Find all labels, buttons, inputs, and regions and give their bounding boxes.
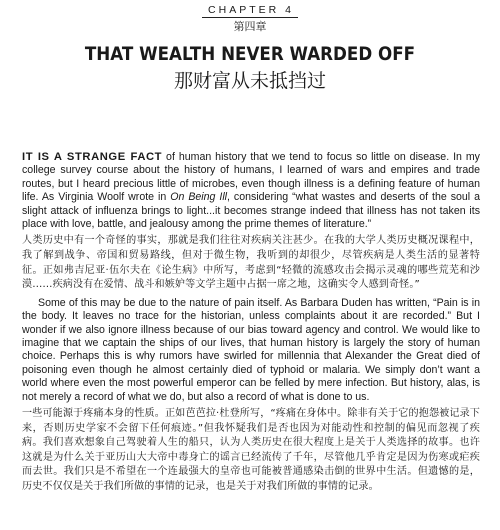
paragraph-1-en xyxy=(22,151,480,231)
paragraph-2-cn: 一些可能源于疼痛本身的性质。正如芭芭拉·杜登所写，“疼痛在身体中。除非有关于它的抱怨被记录下来，否则历史学家不会留下任何痕迹。”但我怀疑我们是否也因为对能动性和控制的偏见而忽视了疾病。我们喜欢想象自己驾驶着人生的船只，认为人类历史在很大程度上是关于人类选择的故事。也许这就是为什么关于亚历山大大帝中毒身亡的谣言已经流传了千年，尽管他几乎肯定是因为伤寒或疟疾而去世。我们只是不希望在一个连最强大的皇帝也可能被普通感染击倒的世界中生活。但遗憾的是，历史不仅仅是关于我们所做的事情的记录，也是关于对我们所做的事情的记录。 xyxy=(22,408,480,493)
paragraph-2-en: Some of this may be due to the nature of pain itself. As Barbara Duden has written, “Pain is in the body. It leaves no trace for the historian, unless complaints about it are recorded.” But I wonder if we also ignore illness because of our bias toward agency and control. We would like to imagine that we captain the ships of our lives, that human history is largely the story of human choice. Perhaps this is why rumors have swirled for millennia that Alexander the Great died of poisoning even though he almost certainly died of typhoid or malaria. We simply don’t want a world where even the most powerful emperor can be felled by mere infection. But history, alas, is not merely a record of what we do, but also a record of what is done to us. xyxy=(22,296,480,403)
chapter-body xyxy=(22,151,480,495)
lead-in: IT IS A STRANGE FACT xyxy=(22,151,163,163)
chapter-label-cn: 第四章 xyxy=(233,20,267,33)
chapter-header xyxy=(0,0,500,94)
chapter-title-cn: 那财富从未抵挡过 xyxy=(173,70,326,92)
chapter-title: THAT WEALTH NEVER WARDED OFF xyxy=(84,43,416,65)
chapter-label: CHAPTER 4 xyxy=(202,4,298,18)
paragraph-1-en-part-a: of human history that we tend to focus so little on disease. In my college survey course about the history of humans, I learned of wars and empires and trade routes, but I heard precious little of microbes, even though illness is a defining feature of human life. As Virginia Woolf wrote in xyxy=(22,151,480,204)
book-title: On Being Ill xyxy=(170,191,228,204)
paragraph-1-en-part-b: , considering “what wastes and deserts of the soul a slight attack of influenza brings to light...it becomes strange indeed that illness has not taken its place with love, battle, and jealousy among the prime themes of literature.” xyxy=(22,191,480,231)
paragraph-1-cn: 人类历史中有一个奇怪的事实，那就是我们往往对疾病关注甚少。在我的大学人类历史概况课程中，我了解到战争、帝国和贸易路线，但对于微生物，我听到的却很少，尽管疾病是人类生活的显著特征。正如弗吉尼亚·伍尔夫在《论生病》中所写，考虑到“轻微的流感攻击会揭示灵魂的哪些荒芜和沙漠……疾病没有在爱情、战斗和嫉妒等文学主题中占据一席之地，这确实令人感到奇怪。” xyxy=(22,235,480,291)
